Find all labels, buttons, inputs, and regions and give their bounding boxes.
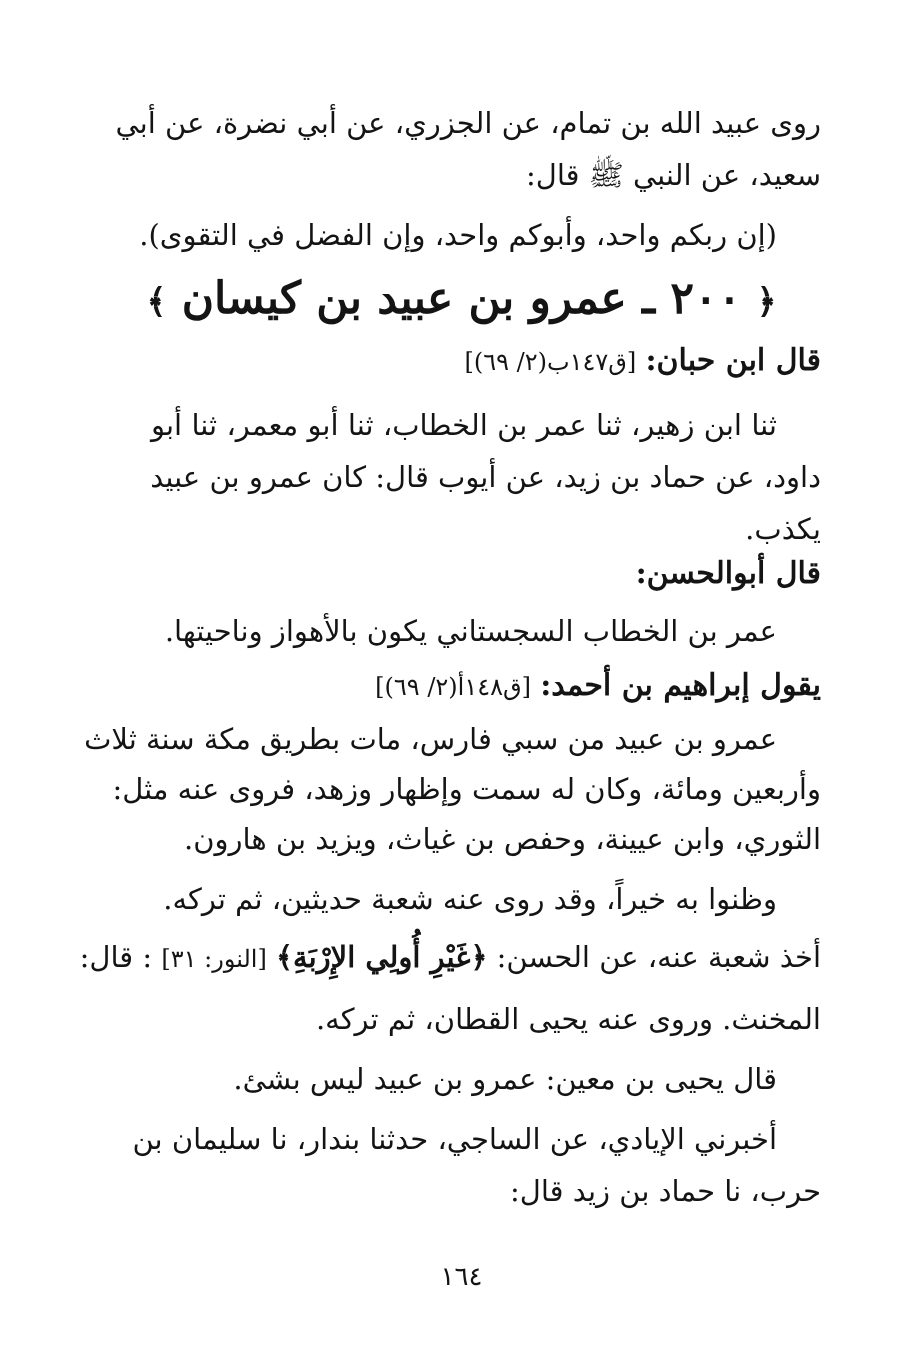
text-line: حرب، نا حماد بن زيد قال: xyxy=(509,1174,821,1208)
ornament-close-icon: ﴾ xyxy=(146,282,167,322)
text-line: عمرو بن عبيد من سبي فارس، مات بطريق مكة سنة ثلاث xyxy=(84,722,777,756)
subheading-label: يقول إبراهيم بن أحمد: xyxy=(540,668,821,703)
subheading xyxy=(151,660,821,710)
text-line: أخبرني الإيادي، عن الساجي، حدثنا بندار، نا سليمان بن xyxy=(132,1122,777,1156)
subheading xyxy=(151,548,821,598)
text-line: الثوري، وابن عيينة، وحفص بن غياث، ويزيد بن هارون. xyxy=(184,822,821,856)
quran-ref: [النور: ٣١] xyxy=(161,945,267,973)
hadith-quote: (إن ربكم واحد، وأبوكم واحد، وإن الفضل في التقوى). xyxy=(139,218,777,252)
text-line: روى عبيد الله بن تمام، عن الجزري، عن أبي نضرة، عن أبي xyxy=(115,106,821,140)
text-line: سعيد، عن النبي ﷺ قال: xyxy=(525,158,821,192)
text-line: وأربعين ومائة، وكان له سمت وإظهار وزهد، فروى عنه مثل: xyxy=(112,772,821,806)
section-title xyxy=(0,268,923,333)
text-line: ثنا ابن زهير، ثنا عمر بن الخطاب، ثنا أبو معمر، ثنا أبو xyxy=(151,408,777,442)
text-line: وظنوا به خيراً، وقد روى عنه شعبة حديثين، ثم تركه. xyxy=(163,882,777,916)
section-title-text: ٢٠٠ ـ عمرو بن عبيد بن كيسان xyxy=(181,273,742,324)
text-line: قال يحيى بن معين: عمرو بن عبيد ليس بشئ. xyxy=(233,1062,777,1096)
subheading xyxy=(151,335,821,385)
manuscript-ref: [ق١٤٨أ(٢/ ٦٩)] xyxy=(375,673,531,701)
subheading-label: قال ابن حبان: xyxy=(645,343,821,378)
text-line xyxy=(79,932,821,982)
subheading-label: قال أبوالحسن: xyxy=(635,556,821,591)
quran-line-prefix: أخذ شعبة عنه، عن الحسن: xyxy=(496,940,821,974)
ornament-open-icon: ﴿ xyxy=(756,282,777,322)
page-number: ١٦٤ xyxy=(440,1262,483,1292)
text-line: عمر بن الخطاب السجستاني يكون بالأهواز وناحيتها. xyxy=(164,614,777,648)
text-line: يكذب. xyxy=(745,512,821,546)
quran-verse: ﴿غَيْرِ أُولِي الإِرْبَةِ﴾ xyxy=(276,940,488,974)
text-line: داود، عن حماد بن زيد، عن أيوب قال: كان عمرو بن عبيد xyxy=(150,460,821,494)
quran-line-suffix: : قال: xyxy=(79,940,153,974)
text-line: المخنث. وروى عنه يحيى القطان، ثم تركه. xyxy=(315,1002,821,1036)
manuscript-ref: [ق١٤٧ب(٢/ ٦٩)] xyxy=(464,348,637,376)
